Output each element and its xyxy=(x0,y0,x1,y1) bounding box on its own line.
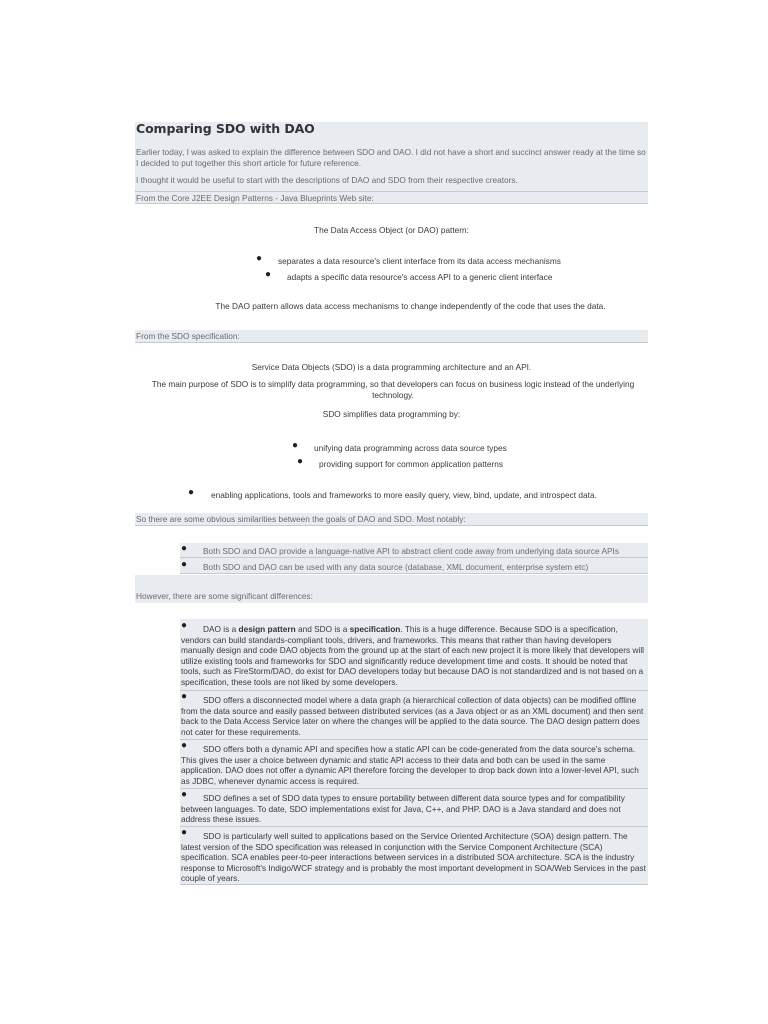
divider xyxy=(135,191,648,192)
divider xyxy=(180,573,648,574)
list-item: SDO is particularly well suited to applications based on the Service Oriented Architecture (SOA) design pattern. The latest version of the SDO specification was released in conjunction with the Service Component Architecture (SCA) specification. SCA enables peer-to-peer interactions between services in a distributed SOA architecture. SCA is the industry response to Microsoft's Indigo/WCF strategy and is probably the most important development in SOA/Web Services in the past couple of years. xyxy=(181,831,646,884)
bullet-icon: ● xyxy=(181,789,188,800)
bullet-icon: ● xyxy=(181,559,188,570)
bullet-icon: ● xyxy=(181,543,188,554)
list-item: SDO offers a disconnected model where a data graph (a hierarchical collection of data objects) can be modified offline from the data source and easily passed between distributed services (as a Java object or as an XML document) and then sent back to the Data Access Service later on where the changes will be applied to the data source. The DAO design pattern does not cater for these requirements. xyxy=(181,695,644,737)
list-item: enabling applications, tools and frameworks to more easily query, view, bind, update, and introspect data. xyxy=(211,490,597,500)
bullet-icon: ● xyxy=(181,691,188,702)
bullet-icon: ● xyxy=(188,487,195,498)
divider xyxy=(180,884,648,885)
bullet-icon: ● xyxy=(181,620,188,631)
sdo-source-label: From the SDO specification: xyxy=(136,331,240,341)
emphasis: design pattern xyxy=(238,624,296,634)
bullet-icon: ● xyxy=(297,456,304,467)
bullet-icon: ● xyxy=(181,827,188,838)
similarities-intro: So there are some obvious similarities between the goals of DAO and SDO. Most notably: xyxy=(136,514,466,524)
dao-summary: The DAO pattern allows data access mechanisms to change independently of the code that uses the data. xyxy=(215,301,606,311)
sdo-line: SDO simplifies data programming by: xyxy=(322,409,461,419)
bullet-icon: ● xyxy=(181,740,188,751)
list-item: SDO offers both a dynamic API and specifies how a static API can be code-generated from the data source's schema. This gives the user a choice between dynamic and static API access to their data and both can be used in the same application. DAO does not offer a dynamic API therefore forcing the developer to drop back down into a lower-level API, such as JDBC, whenever dynamic access is required. xyxy=(181,744,639,786)
sdo-line: Service Data Objects (SDO) is a data programming architecture and an API. xyxy=(251,362,532,372)
list-item: adapts a specific data resource's access API to a generic client interface xyxy=(287,272,553,282)
list-item: DAO is a design pattern and SDO is a specification. This is a huge difference. Because SDO is a specification, vendors can build standards-compliant tools, drivers, and frameworks. This means that rather than having developers manually design and code DAO objects from the ground up at the start of each new project it is more likely that developers will utilize existing tools and frameworks for SDO and significantly reduce development time and costs. It should be noted that tools, such as FireStorm/DAO, do exist for DAO developers today but because DAO is not standardized and is not based on a specification, these tools are not liked by some developers. xyxy=(181,624,645,687)
list-item: Both SDO and DAO can be used with any data source (database, XML document, enterprise system etc) xyxy=(203,562,589,572)
page-title: Comparing SDO with DAO xyxy=(136,121,315,136)
list-item: unifying data programming across data source types xyxy=(314,443,507,453)
bullet-icon: ● xyxy=(265,269,272,280)
divider xyxy=(180,690,648,691)
bullet-icon: ● xyxy=(292,440,299,451)
list-item: SDO defines a set of SDO data types to ensure portability between different data source types and for compatibility between languages. To date, SDO implementations exist for Java, C++, and PHP. DAO is a Java standard and does not address these issues. xyxy=(181,793,625,825)
divider xyxy=(180,739,648,740)
dao-heading: The Data Access Object (or DAO) pattern: xyxy=(314,225,469,235)
differences-intro: However, there are some significant differences: xyxy=(136,591,313,601)
divider xyxy=(135,203,648,204)
intro-paragraph: Earlier today, I was asked to explain the difference between SDO and DAO. I did not have a short and succinct answer ready at the time so I decided to put together this short article for future reference. xyxy=(136,147,646,168)
dao-source-label: From the Core J2EE Design Patterns - Java Blueprints Web site: xyxy=(136,193,374,203)
intro-paragraph: I thought it would be useful to start with the descriptions of DAO and SDO from their respective creators. xyxy=(136,175,518,185)
list-item: Both SDO and DAO provide a language-native API to abstract client code away from underlying data source APIs xyxy=(203,546,619,556)
list-item: separates a data resource's client interface from its data access mechanisms xyxy=(278,256,561,266)
emphasis: specification xyxy=(349,624,401,634)
divider xyxy=(180,788,648,789)
divider xyxy=(180,557,648,558)
bullet-icon: ● xyxy=(256,253,263,264)
sdo-line: The main purpose of SDO is to simplify data programming, so that developers can focus on business logic instead of the underlying technology. xyxy=(151,379,635,400)
list-item: providing support for common application patterns xyxy=(319,459,504,469)
divider xyxy=(180,826,648,827)
